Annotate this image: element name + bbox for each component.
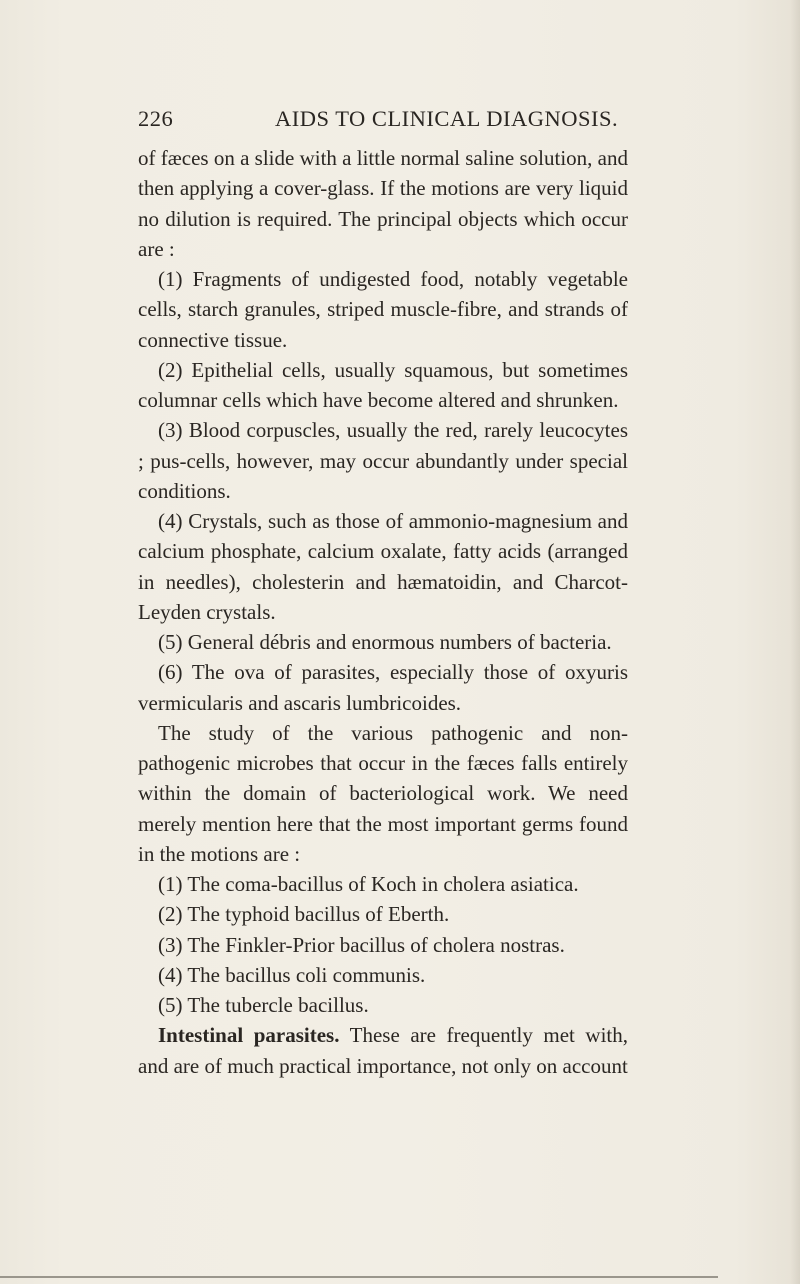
list-item-coma-bacillus: (1) The coma-bacillus of Koch in cholera asiatica. <box>158 872 579 896</box>
list-item-blood: (3) Blood corpuscles, usually the red, rarely leucocytes ; pus-cells, however, may occur abundantly under special conditions. <box>138 418 628 503</box>
list-item-coli: (4) The bacillus coli communis. <box>158 962 426 987</box>
list-item-crystals: (4) Crystals, such as those of ammonio-magnesium and calcium phosphate, calcium oxalate, fatty acids (arranged in needles), cholesterin and hæmatoidin, and Charcot-Leyden crystals. <box>138 509 628 624</box>
list-item-typhoid: (2) The typhoid bacillus of Eberth. <box>158 902 450 927</box>
section-heading: Intestinal parasites. <box>158 1023 340 1048</box>
body-text <box>138 143 628 1081</box>
paragraph-microbes: The study of the various pathogenic and non-pathogenic microbes that occur in the fæces falls entirely within the domain of bacteriological work. We need merely mention here that the most important germs found in the motions are : <box>138 720 628 866</box>
page-gutter-shadow <box>790 0 800 1284</box>
section-text: These are frequently met with, and are of much practical importance, not only on account <box>138 1023 628 1078</box>
paragraph-intestinal-parasites <box>138 1020 628 1081</box>
list-item-fragments: (1) Fragments of undigested food, notably vegetable cells, starch granules, striped muscle-fibre, and strands of connective tissue. <box>138 267 628 352</box>
page-number: 226 <box>138 106 174 131</box>
list-item-ova: (6) The ova of parasites, especially those of oxyuris vermicularis and ascaris lumbricoides. <box>138 660 628 715</box>
list-item-tubercle: (5) The tubercle bacillus. <box>158 993 369 1017</box>
running-title: AIDS TO CLINICAL DIAGNOSIS. <box>275 106 619 131</box>
running-head <box>138 104 628 134</box>
list-item-epithelial: (2) Epithelial cells, usually squamous, but sometimes columnar cells which have become altered and shrunken. <box>138 357 628 412</box>
paragraph-continuation: of fæces on a slide with a little normal saline solution, and then applying a cover-glass. If the motions are very liquid no dilution is required. The principal objects which occur are : <box>138 146 628 261</box>
page-bottom-edge <box>0 1276 718 1278</box>
list-item-debris: (5) General débris and enormous numbers of bacteria. <box>158 630 612 654</box>
list-item-finkler-prior: (3) The Finkler-Prior bacillus of cholera nostras. <box>158 932 565 957</box>
